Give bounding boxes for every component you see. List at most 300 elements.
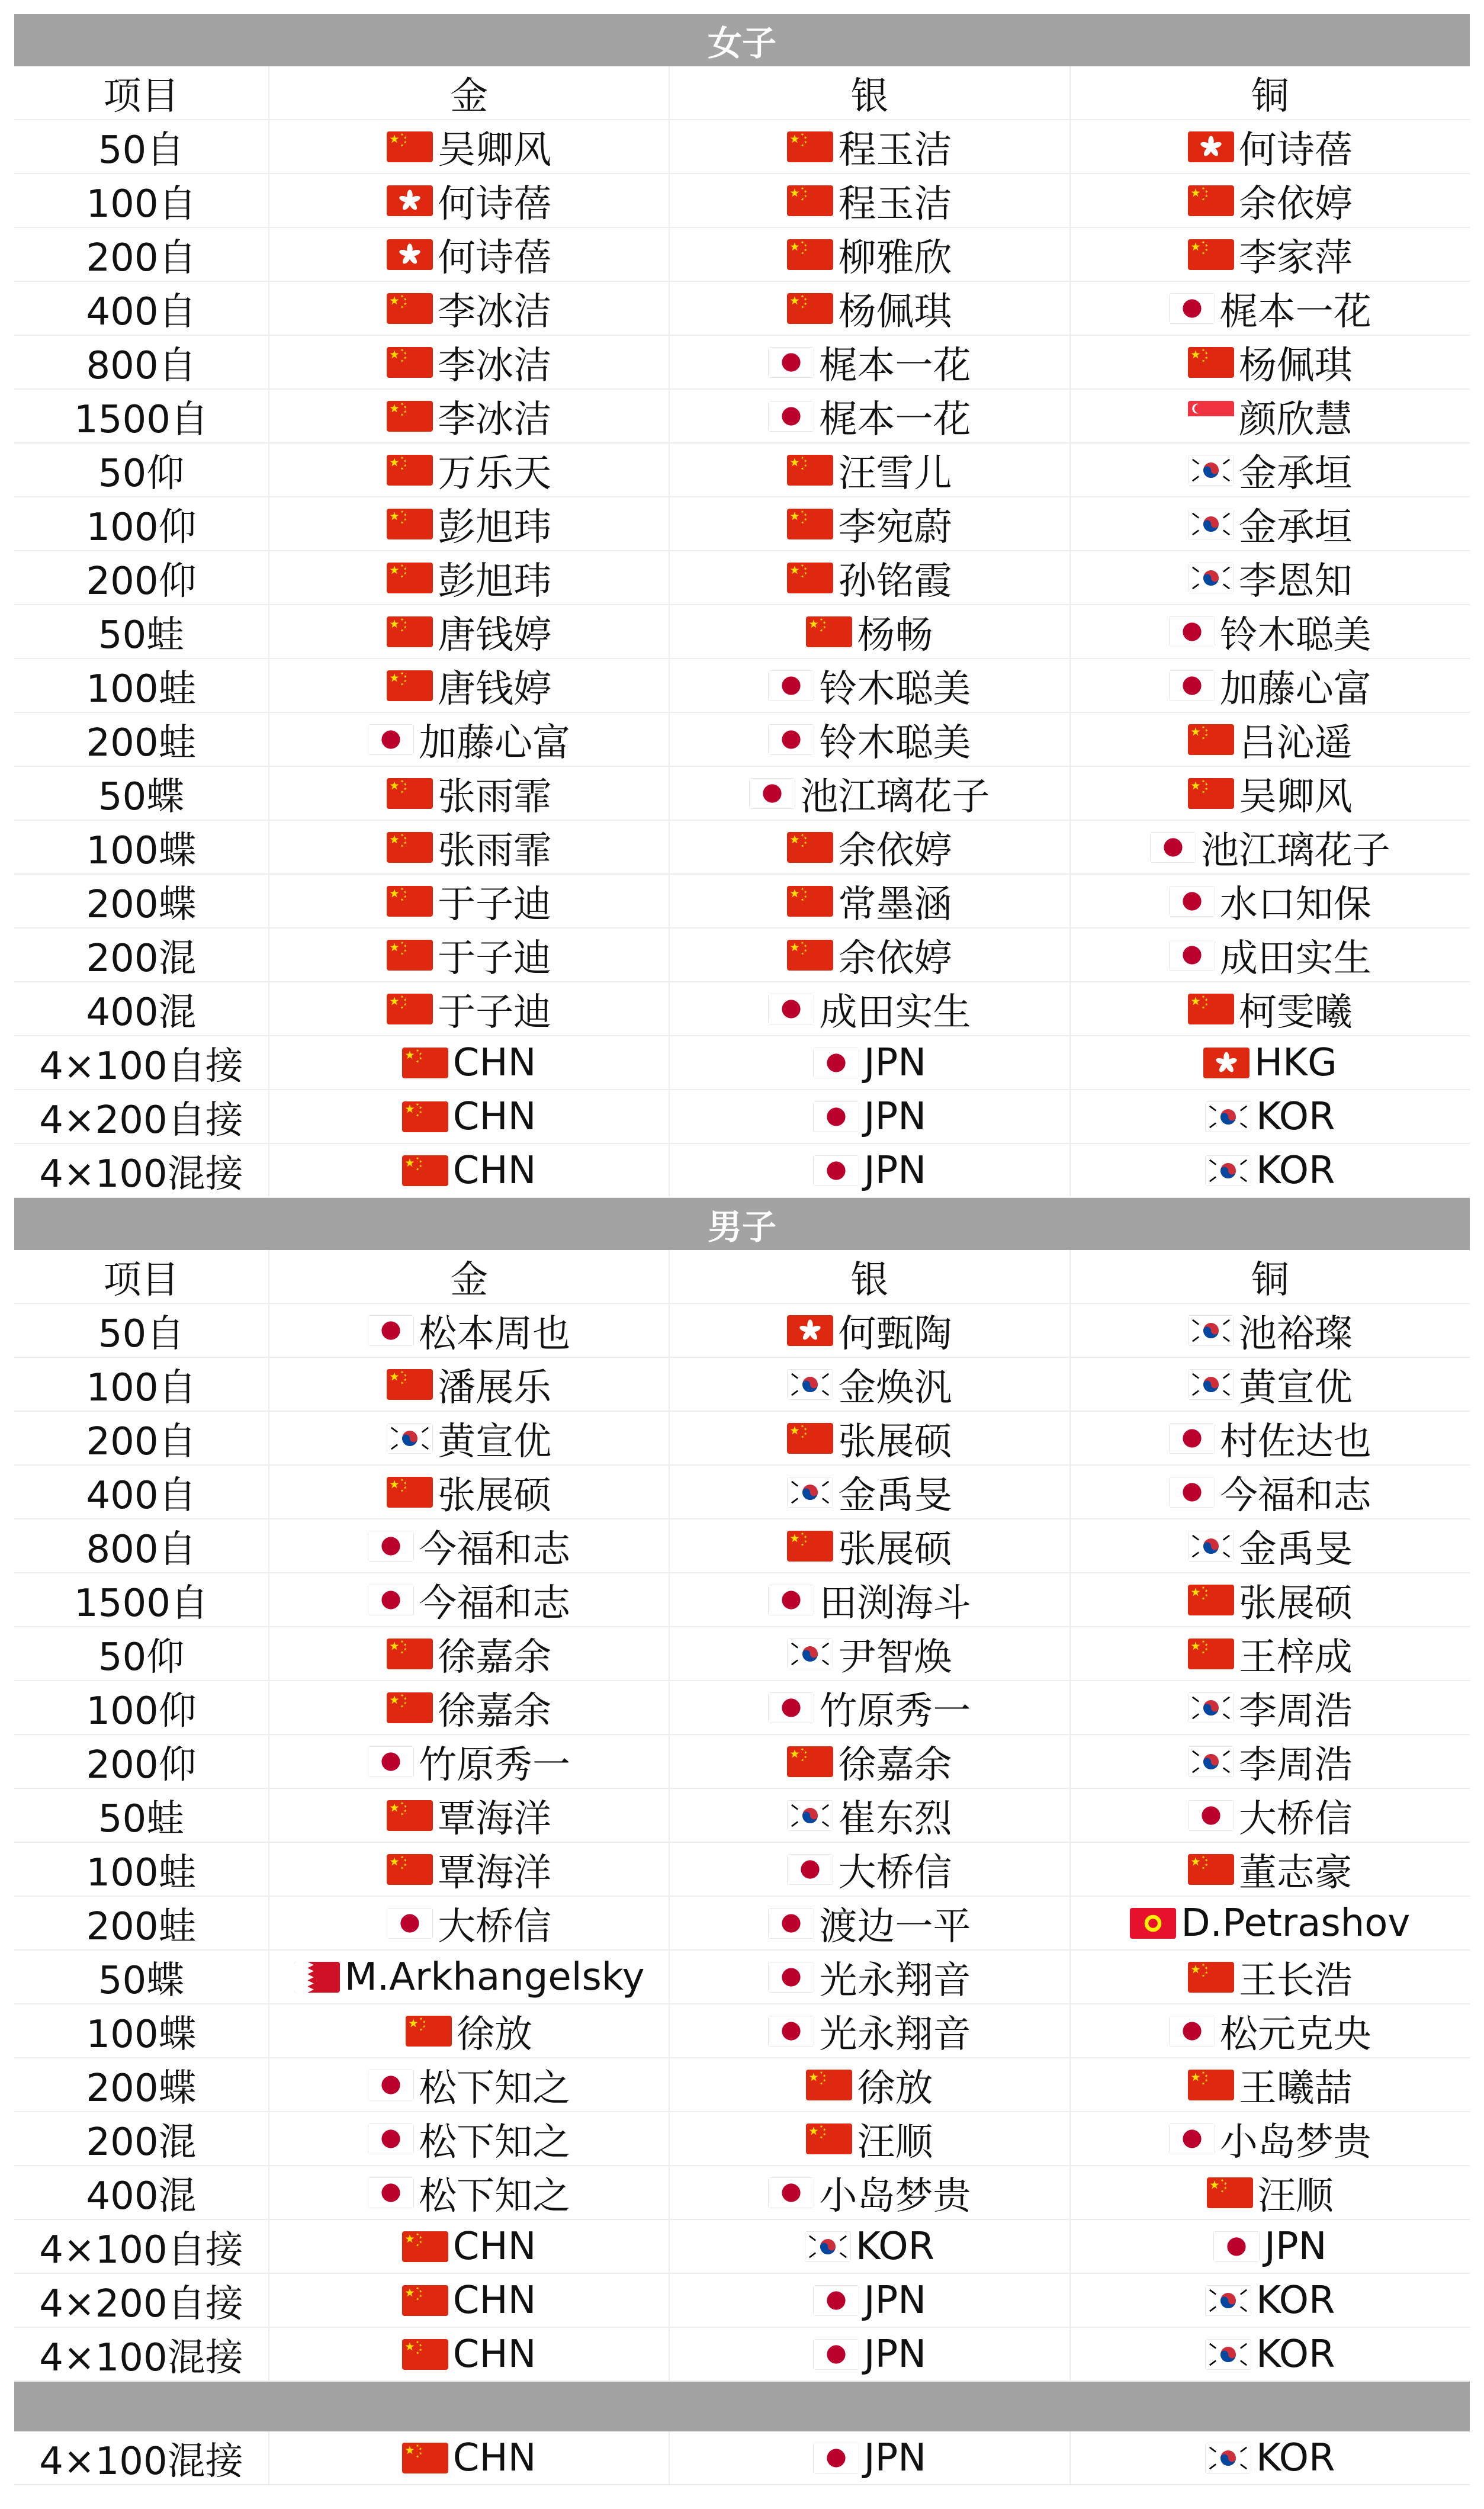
event-name: 50蝶	[14, 1951, 269, 2003]
flag-china-icon	[787, 509, 833, 539]
silver-athlete-name: 竹原秀一	[819, 1689, 971, 1733]
gold-cell	[269, 929, 670, 981]
table-row	[14, 282, 1470, 336]
gold-athlete-name: CHN	[452, 2278, 537, 2322]
flag-china-icon	[387, 1800, 433, 1831]
flag-china-icon	[402, 2231, 448, 2262]
gold-athlete-name: 竹原秀一	[419, 1743, 571, 1787]
event-name: 200混	[14, 2112, 269, 2165]
bronze-cell	[1071, 2112, 1470, 2165]
table-row	[14, 1090, 1470, 1144]
silver-athlete-name: 程玉洁	[838, 182, 952, 226]
flag-japan-icon	[1213, 2231, 1260, 2262]
flag-bahrain-icon	[294, 1962, 340, 1993]
flag-japan-icon	[368, 1746, 414, 1777]
table-row	[14, 2431, 1470, 2485]
gold-cell	[269, 497, 670, 550]
gold-cell	[269, 767, 670, 820]
bronze-cell	[1071, 120, 1470, 173]
gold-cell	[269, 1681, 670, 1734]
gold-athlete-name: 张雨霏	[438, 775, 552, 819]
event-name: 200仰	[14, 1735, 269, 1788]
flag-china-icon	[406, 2016, 452, 2047]
silver-cell	[670, 1519, 1070, 1572]
bronze-cell	[1071, 2328, 1470, 2381]
gold-cell	[269, 2431, 670, 2484]
silver-athlete-name: 梶本一花	[819, 397, 971, 442]
gold-cell	[269, 2274, 670, 2327]
flag-china-icon	[787, 131, 833, 162]
flag-kyrgyzstan-icon	[1130, 1908, 1176, 1939]
table-row	[14, 982, 1470, 1036]
bronze-cell	[1071, 1681, 1470, 1734]
flag-japan-icon	[768, 670, 814, 701]
flag-korea-icon	[1205, 2339, 1251, 2370]
bronze-athlete-name: 加藤心富	[1219, 667, 1371, 711]
silver-cell	[670, 282, 1070, 335]
column-header: 银	[670, 1250, 1070, 1303]
silver-athlete-name: 常墨涵	[838, 882, 952, 927]
flag-japan-icon	[768, 1692, 814, 1723]
table-row	[14, 929, 1470, 982]
men-section-title: 男子	[14, 1198, 1470, 1250]
silver-cell	[670, 174, 1070, 227]
flag-japan-icon	[368, 1315, 414, 1346]
flag-china-icon	[787, 940, 833, 971]
event-name: 50自	[14, 1304, 269, 1357]
bronze-athlete-name: 池江璃花子	[1200, 828, 1390, 873]
bronze-athlete-name: 李周浩	[1238, 1689, 1353, 1733]
gold-cell	[269, 1036, 670, 1089]
silver-cell	[670, 1304, 1070, 1357]
bronze-athlete-name: 张展硕	[1238, 1581, 1353, 1625]
event-name: 100蛙	[14, 1843, 269, 1896]
silver-athlete-name: 张展硕	[838, 1419, 952, 1464]
bronze-athlete-name: 池裕璨	[1238, 1312, 1353, 1356]
silver-cell	[670, 1843, 1070, 1896]
bronze-cell	[1071, 1090, 1470, 1143]
silver-cell	[670, 659, 1070, 712]
silver-athlete-name: 张展硕	[838, 1527, 952, 1572]
table-row	[14, 1466, 1470, 1519]
flag-japan-icon	[1169, 886, 1215, 917]
gold-cell	[269, 2058, 670, 2111]
event-name: 100自	[14, 174, 269, 227]
bronze-athlete-name: 杨佩琪	[1238, 343, 1353, 388]
flag-china-icon	[387, 940, 433, 971]
silver-athlete-name: 梶本一花	[819, 343, 971, 388]
gold-athlete-name: 万乐天	[438, 451, 552, 496]
flag-china-icon	[387, 563, 433, 593]
flag-china-icon	[402, 2339, 448, 2370]
bronze-cell	[1071, 2431, 1470, 2484]
gold-cell	[269, 821, 670, 873]
bronze-cell	[1071, 982, 1470, 1035]
bronze-athlete-name: KOR	[1256, 2332, 1335, 2376]
bronze-athlete-name: 李周浩	[1238, 1743, 1353, 1787]
flag-china-icon	[1188, 1585, 1234, 1615]
silver-cell	[670, 1358, 1070, 1411]
flag-japan-icon	[813, 2339, 859, 2370]
gold-cell	[269, 1573, 670, 1626]
event-name: 50自	[14, 120, 269, 173]
event-name: 100仰	[14, 1681, 269, 1734]
event-name: 200蛙	[14, 1897, 269, 1949]
bronze-cell	[1071, 1358, 1470, 1411]
bronze-cell	[1071, 929, 1470, 981]
table-row	[14, 2166, 1470, 2220]
bronze-cell	[1071, 551, 1470, 604]
event-name: 100仰	[14, 497, 269, 550]
flag-china-icon	[387, 347, 433, 378]
flag-korea-icon	[1205, 2443, 1251, 2473]
column-header: 项目	[14, 1250, 269, 1303]
gold-athlete-name: 徐嘉余	[438, 1635, 552, 1679]
gold-athlete-name: CHN	[452, 1040, 537, 1085]
gold-athlete-name: 彭旭玮	[438, 559, 552, 603]
silver-athlete-name: 大桥信	[838, 1851, 952, 1895]
flag-japan-icon	[768, 1908, 814, 1939]
flag-china-icon	[787, 886, 833, 917]
bronze-athlete-name: 吕沁遥	[1238, 721, 1353, 765]
silver-athlete-name: 光永翔音	[819, 2012, 971, 2057]
table-row	[14, 2328, 1470, 2382]
bronze-athlete-name: 小岛梦贵	[1219, 2120, 1371, 2164]
flag-china-icon	[402, 2443, 448, 2473]
silver-athlete-name: 成田实生	[819, 990, 971, 1035]
silver-athlete-name: 汪雪儿	[838, 451, 952, 496]
silver-cell	[670, 2431, 1070, 2484]
flag-china-icon	[1207, 2177, 1253, 2208]
table-row	[14, 336, 1470, 390]
bronze-athlete-name: 水口知保	[1219, 882, 1371, 927]
flag-china-icon	[806, 616, 852, 647]
table-row	[14, 120, 1470, 174]
bronze-cell	[1071, 2058, 1470, 2111]
table-row	[14, 2220, 1470, 2274]
flag-japan-icon	[768, 994, 814, 1024]
bronze-cell	[1071, 1627, 1470, 1680]
flag-china-icon	[787, 185, 833, 216]
flag-china-icon	[787, 455, 833, 486]
flag-china-icon	[787, 293, 833, 324]
gold-athlete-name: 李冰洁	[438, 343, 552, 388]
silver-athlete-name: 金焕汎	[838, 1366, 952, 1410]
flag-japan-icon	[368, 2177, 414, 2208]
table-row	[14, 174, 1470, 228]
bronze-cell	[1071, 1843, 1470, 1896]
table-row	[14, 1573, 1470, 1627]
bronze-athlete-name: 汪顺	[1257, 2174, 1334, 2218]
flag-hongkong-icon	[387, 185, 433, 216]
gold-cell	[269, 444, 670, 496]
flag-japan-icon	[768, 347, 814, 378]
event-name: 200蝶	[14, 875, 269, 927]
flag-korea-icon	[1188, 509, 1234, 539]
event-name: 50蛙	[14, 605, 269, 658]
gold-athlete-name: 徐放	[457, 2012, 533, 2057]
silver-athlete-name: JPN	[863, 1094, 927, 1139]
table-row	[14, 1681, 1470, 1735]
silver-cell	[670, 2220, 1070, 2273]
bronze-athlete-name: 金承垣	[1238, 451, 1353, 496]
bronze-athlete-name: 李家萍	[1238, 236, 1353, 280]
bronze-cell	[1071, 497, 1470, 550]
flag-japan-icon	[813, 1155, 859, 1186]
gold-cell	[269, 1843, 670, 1896]
bronze-athlete-name: HKG	[1254, 1040, 1337, 1085]
table-row	[14, 821, 1470, 875]
flag-china-icon	[787, 563, 833, 593]
silver-cell	[670, 1681, 1070, 1734]
bronze-cell	[1071, 1951, 1470, 2003]
flag-china-icon	[387, 509, 433, 539]
silver-athlete-name: 余依婷	[838, 828, 952, 873]
silver-cell	[670, 605, 1070, 658]
event-name: 100蝶	[14, 821, 269, 873]
bronze-athlete-name: KOR	[1256, 1148, 1335, 1193]
bronze-athlete-name: 何诗蓓	[1238, 128, 1353, 172]
flag-japan-icon	[813, 1101, 859, 1132]
event-name: 50蛙	[14, 1789, 269, 1842]
event-name: 50仰	[14, 1627, 269, 1680]
flag-china-icon	[387, 401, 433, 432]
table-row	[14, 390, 1470, 444]
silver-athlete-name: 渡边一平	[819, 1904, 971, 1949]
event-name: 400混	[14, 2166, 269, 2219]
silver-cell	[670, 2328, 1070, 2381]
silver-athlete-name: JPN	[863, 1148, 927, 1193]
flag-japan-icon	[1169, 2016, 1215, 2047]
bronze-athlete-name: 大桥信	[1238, 1797, 1353, 1841]
table-row	[14, 551, 1470, 605]
silver-athlete-name: 徐放	[857, 2066, 933, 2110]
event-name: 4×100混接	[14, 2328, 269, 2381]
silver-cell	[670, 1573, 1070, 1626]
event-name: 200蛙	[14, 713, 269, 766]
event-name: 200自	[14, 1412, 269, 1464]
bronze-athlete-name: 村佐达也	[1219, 1419, 1371, 1464]
bronze-cell	[1071, 875, 1470, 927]
gold-cell	[269, 659, 670, 712]
table-row	[14, 659, 1470, 713]
flag-china-icon	[402, 2285, 448, 2316]
silver-athlete-name: 程玉洁	[838, 128, 952, 172]
gold-athlete-name: 覃海洋	[438, 1851, 552, 1895]
bronze-athlete-name: KOR	[1256, 2436, 1335, 2480]
silver-cell	[670, 2058, 1070, 2111]
flag-china-icon	[787, 1746, 833, 1777]
flag-hongkong-icon	[787, 1315, 833, 1346]
event-name: 50仰	[14, 444, 269, 496]
gold-cell	[269, 605, 670, 658]
flag-korea-icon	[1188, 1369, 1234, 1400]
gold-athlete-name: 唐钱婷	[438, 613, 552, 657]
gold-cell	[269, 982, 670, 1035]
silver-cell	[670, 2004, 1070, 2057]
gold-athlete-name: 今福和志	[419, 1527, 571, 1572]
event-name: 1500自	[14, 390, 269, 442]
event-name: 4×100自接	[14, 2220, 269, 2273]
silver-cell	[670, 1144, 1070, 1197]
gold-athlete-name: 吴卿风	[438, 128, 552, 172]
flag-china-icon	[387, 455, 433, 486]
gold-athlete-name: CHN	[452, 2224, 537, 2269]
bronze-cell	[1071, 659, 1470, 712]
silver-athlete-name: 铃木聪美	[819, 721, 971, 765]
silver-cell	[670, 444, 1070, 496]
bronze-athlete-name: 金承垣	[1238, 505, 1353, 550]
gold-cell	[269, 713, 670, 766]
gold-athlete-name: 覃海洋	[438, 1797, 552, 1841]
silver-athlete-name: 尹智焕	[838, 1635, 952, 1679]
event-name: 4×100混接	[14, 2431, 269, 2484]
silver-athlete-name: 何甄陶	[838, 1312, 952, 1356]
bronze-athlete-name: 柯雯曦	[1238, 990, 1353, 1035]
silver-cell	[670, 767, 1070, 820]
silver-athlete-name: 徐嘉余	[838, 1743, 952, 1787]
flag-china-icon	[387, 670, 433, 701]
gold-athlete-name: 松下知之	[419, 2120, 571, 2164]
table-row	[14, 767, 1470, 821]
column-header: 铜	[1251, 74, 1289, 118]
gold-athlete-name: CHN	[452, 2436, 537, 2480]
gold-cell	[269, 228, 670, 281]
flag-japan-icon	[387, 1908, 433, 1939]
flag-china-icon	[387, 994, 433, 1024]
bronze-cell	[1071, 767, 1470, 820]
flag-singapore-icon	[1188, 401, 1234, 432]
gold-athlete-name: 于子迪	[438, 882, 552, 927]
flag-korea-icon	[805, 2231, 851, 2262]
flag-japan-icon	[1169, 940, 1215, 971]
flag-japan-icon	[368, 1585, 414, 1615]
flag-china-icon	[806, 2070, 852, 2100]
silver-cell	[670, 1789, 1070, 1842]
column-header: 项目	[14, 66, 269, 119]
gold-cell	[269, 2166, 670, 2219]
silver-cell	[670, 982, 1070, 1035]
flag-china-icon	[387, 1369, 433, 1400]
bronze-cell	[1071, 228, 1470, 281]
flag-korea-icon	[787, 1800, 833, 1831]
event-name: 800自	[14, 336, 269, 388]
flag-korea-icon	[1188, 1315, 1234, 1346]
bronze-athlete-name: JPN	[1264, 2224, 1327, 2269]
silver-athlete-name: JPN	[863, 2436, 927, 2480]
flag-japan-icon	[768, 2016, 814, 2047]
flag-china-icon	[387, 1692, 433, 1723]
gold-athlete-name: CHN	[452, 1094, 537, 1139]
table-row	[14, 1897, 1470, 1951]
gold-athlete-name: 何诗蓓	[438, 182, 552, 226]
flag-china-icon	[387, 1477, 433, 1508]
silver-cell	[670, 1627, 1070, 1680]
column-header: 金	[269, 1250, 670, 1303]
bronze-athlete-name: 李恩知	[1238, 559, 1353, 603]
table-row	[14, 1735, 1470, 1789]
silver-cell	[670, 1036, 1070, 1089]
column-header: 银	[670, 66, 1070, 119]
flag-japan-icon	[813, 2443, 859, 2473]
flag-china-icon	[387, 1639, 433, 1669]
event-name: 1500自	[14, 1573, 269, 1626]
bronze-cell	[1071, 1466, 1470, 1518]
gold-cell	[269, 1304, 670, 1357]
flag-japan-icon	[368, 724, 414, 755]
flag-china-icon	[787, 239, 833, 270]
flag-china-icon	[402, 1155, 448, 1186]
bronze-cell	[1071, 1519, 1470, 1572]
gold-athlete-name: CHN	[452, 2332, 537, 2376]
bronze-cell	[1071, 1304, 1470, 1357]
gold-cell	[269, 1519, 670, 1572]
gold-athlete-name: 张展硕	[438, 1473, 552, 1518]
bronze-cell	[1071, 2274, 1470, 2327]
flag-china-icon	[1188, 724, 1234, 755]
gold-cell	[269, 875, 670, 927]
table-row	[14, 1519, 1470, 1573]
table-row	[14, 444, 1470, 497]
gold-athlete-name: 黄宣优	[438, 1419, 552, 1464]
column-header: 金	[269, 66, 670, 119]
bronze-athlete-name: 王长浩	[1238, 1958, 1353, 2003]
bronze-cell	[1071, 174, 1470, 227]
flag-korea-icon	[1205, 1155, 1251, 1186]
silver-cell	[670, 713, 1070, 766]
event-name: 4×200自接	[14, 1090, 269, 1143]
flag-china-icon	[387, 778, 433, 809]
bronze-cell	[1071, 1573, 1470, 1626]
flag-hongkong-icon	[1203, 1048, 1249, 1078]
silver-cell	[670, 2274, 1070, 2327]
gold-cell	[269, 1627, 670, 1680]
silver-cell	[670, 821, 1070, 873]
gold-athlete-name: 李冰洁	[438, 290, 552, 334]
flag-japan-icon	[1169, 616, 1215, 647]
flag-japan-icon	[813, 1048, 859, 1078]
bronze-cell	[1071, 2220, 1470, 2273]
gold-cell	[269, 1897, 670, 1949]
bronze-athlete-name: KOR	[1256, 2278, 1335, 2322]
table-row	[14, 2112, 1470, 2166]
flag-japan-icon	[1169, 670, 1215, 701]
gold-cell	[269, 174, 670, 227]
flag-china-icon	[387, 832, 433, 863]
bronze-athlete-name: 今福和志	[1219, 1473, 1371, 1518]
silver-cell	[670, 336, 1070, 388]
bronze-cell	[1071, 1144, 1470, 1197]
flag-korea-icon	[787, 1369, 833, 1400]
table-row	[14, 1789, 1470, 1843]
gold-cell	[269, 336, 670, 388]
silver-athlete-name: KOR	[855, 2224, 935, 2269]
flag-china-icon	[787, 1423, 833, 1454]
flag-japan-icon	[1169, 1477, 1215, 1508]
gold-cell	[269, 282, 670, 335]
column-header-row	[14, 66, 1470, 120]
table-row	[14, 1304, 1470, 1358]
flag-china-icon	[402, 1101, 448, 1132]
silver-athlete-name: 汪顺	[857, 2120, 933, 2164]
flag-china-icon	[387, 616, 433, 647]
silver-athlete-name: 小岛梦贵	[819, 2174, 971, 2218]
flag-hongkong-icon	[1188, 131, 1234, 162]
flag-china-icon	[1188, 994, 1234, 1024]
table-row	[14, 2274, 1470, 2328]
gold-athlete-name: 松下知之	[419, 2066, 571, 2110]
event-name: 400混	[14, 982, 269, 1035]
